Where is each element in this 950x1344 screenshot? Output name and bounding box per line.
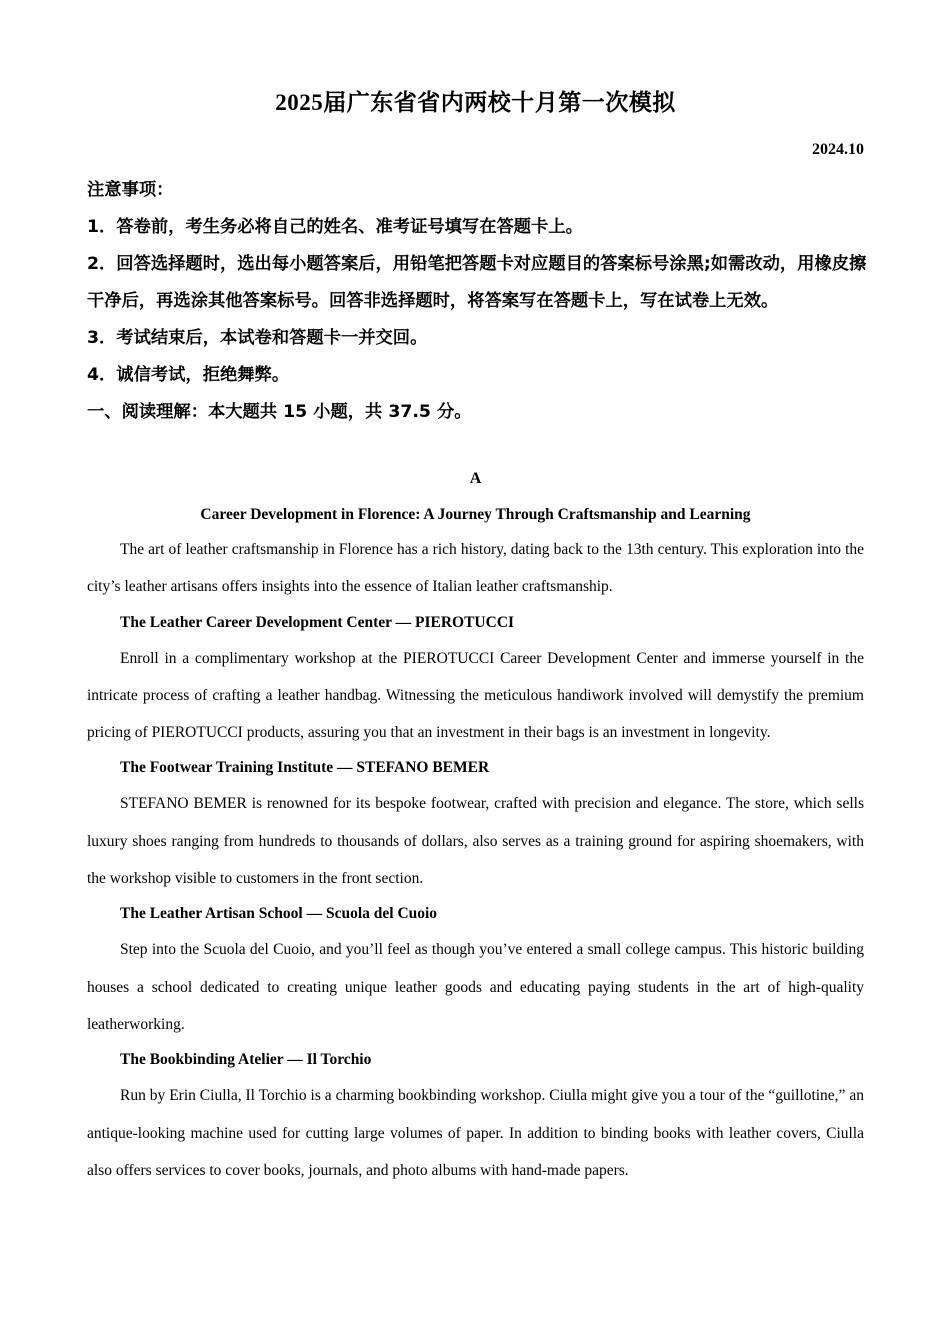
passage-label: A bbox=[469, 470, 482, 487]
section-heading-scuola-del-cuoio: The Leather Artisan School — Scuola del Cuoio bbox=[120, 905, 438, 923]
section-heading: 一、阅读理解：本大题共 15 小题，共 37.5 分。 bbox=[87, 402, 472, 422]
notice-item: 4．诚信考试，拒绝舞弊。 bbox=[87, 365, 290, 385]
section-text-il-torchio: Run by Erin Ciulla, Il Torchio is a charming bookbinding workshop. Ciulla might give you a tour of the “guillotine,” an antique-looking machine used for cutting large volumes of paper. In addition to binding books with leather covers, Ciulla also offers services to cover books, journals, and photo albums with hand-made papers. bbox=[87, 1087, 864, 1179]
section-text-scuola-del-cuoio: Step into the Scuola del Cuoio, and you’ll feel as though you’ve entered a small college campus. This historic building houses a school dedicated to creating unique leather goods and educating paying students in the art of high-quality leatherworking. bbox=[87, 941, 864, 1033]
exam-date: 2024.10 bbox=[812, 141, 864, 158]
section-text-pierotucci: Enroll in a complimentary workshop at the PIEROTUCCI Career Development Center and immerse yourself in the intricate process of crafting a leather handbag. Witnessing the meticulous handiwork involved will demystify the premium pricing of PIEROTUCCI products, assuring you that an investment in their bags is an investment in longevity. bbox=[87, 649, 864, 742]
section-text-stefano-bemer: STEFANO BEMER is renowned for its bespoke footwear, crafted with precision and elegance. The store, which sells luxury shoes ranging from hundreds to thousands of dollars, also serves as a training ground for aspiring shoemakers, with the workshop visible to customers in the front section. bbox=[87, 795, 864, 888]
exam-title: 2025届广东省省内两校十月第一次模拟 bbox=[275, 90, 676, 115]
notice-heading: 注意事项： bbox=[87, 180, 174, 200]
section-heading-il-torchio: The Bookbinding Atelier — Il Torchio bbox=[120, 1051, 372, 1069]
passage-title: Career Development in Florence: A Journey Through Craftsmanship and Learning bbox=[200, 506, 751, 523]
notice-item: 2．回答选择题时，选出每小题答案后，用铅笔把答题卡对应题目的答案标号涂黑;如需改动，用橡皮擦干净后，再选涂其他答案标号。回答非选择题时，将答案写在答题卡上，写在试卷上无效。 bbox=[87, 254, 867, 311]
passage-intro: The art of leather craftsmanship in Florence has a rich history, dating back to the 13th century. This exploration into the city’s leather artisans offers insights into the essence of Italian leather craftsmanship. bbox=[87, 541, 864, 596]
section-heading-pierotucci: The Leather Career Development Center — PIEROTUCCI bbox=[120, 613, 515, 631]
notice-item: 3．考试结束后，本试卷和答题卡一并交回。 bbox=[87, 328, 428, 348]
section-heading-stefano-bemer: The Footwear Training Institute — STEFANO BEMER bbox=[120, 759, 490, 777]
passage-body bbox=[87, 531, 864, 1189]
notice-item: 1．答卷前，考生务必将自己的姓名、准考证号填写在答题卡上。 bbox=[87, 217, 583, 237]
notice-block bbox=[87, 172, 877, 431]
